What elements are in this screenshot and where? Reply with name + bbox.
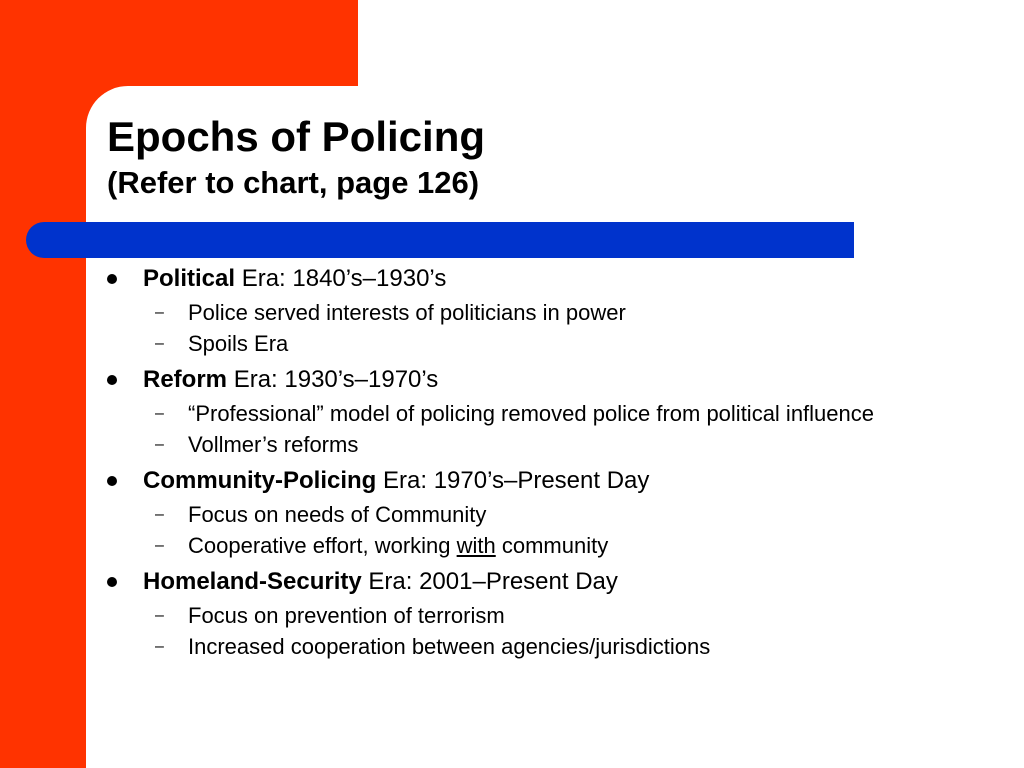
era-span: Era: 1930’s–1970’s xyxy=(233,366,439,393)
era-community-policing xyxy=(0,464,883,558)
dash-marker: – xyxy=(155,436,164,453)
dash-marker: – xyxy=(155,405,164,422)
bullet-list xyxy=(0,262,1024,666)
sub-point: – Cooperative effort, working with community xyxy=(155,533,609,558)
bullet-dot xyxy=(107,476,117,486)
era-name: Community-Policing xyxy=(143,467,377,494)
era-span: Era: 1970’s–Present Day xyxy=(383,467,650,494)
bullet-dot xyxy=(107,274,117,284)
sub-point: – Vollmer’s reforms xyxy=(155,432,359,457)
sub-point: – “Professional” model of policing removed police from political influence xyxy=(155,401,874,426)
slide-subtitle: (Refer to chart, page 126) xyxy=(107,165,480,200)
era-political xyxy=(0,262,883,356)
sub-point: – Spoils Era xyxy=(155,331,289,356)
dash-marker: – xyxy=(155,506,164,523)
blue-divider-bar xyxy=(26,222,854,258)
bullet-dot xyxy=(107,577,117,587)
dash-marker: – xyxy=(155,638,164,655)
sub-point: – Focus on prevention of terrorism xyxy=(155,603,505,628)
dash-marker: – xyxy=(155,304,164,321)
sub-point: – Police served interests of politicians in power xyxy=(155,300,626,325)
era-span: Era: 2001–Present Day xyxy=(368,568,618,595)
sub-point: – Focus on needs of Community xyxy=(155,502,487,527)
dash-marker: – xyxy=(155,537,164,554)
era-reform xyxy=(0,363,883,457)
era-name: Political xyxy=(143,265,236,292)
underlined-word: with xyxy=(456,533,496,558)
era-name: Reform xyxy=(143,366,228,393)
era-homeland-security xyxy=(0,565,883,659)
era-name: Homeland-Security xyxy=(143,568,362,595)
dash-marker: – xyxy=(155,607,164,624)
slide-title: Epochs of Policing xyxy=(107,113,486,160)
dash-marker: – xyxy=(155,335,164,352)
era-span: Era: 1840’s–1930’s xyxy=(241,265,447,292)
bullet-dot xyxy=(107,375,117,385)
sub-point: – Increased cooperation between agencies/jurisdictions xyxy=(155,634,711,659)
